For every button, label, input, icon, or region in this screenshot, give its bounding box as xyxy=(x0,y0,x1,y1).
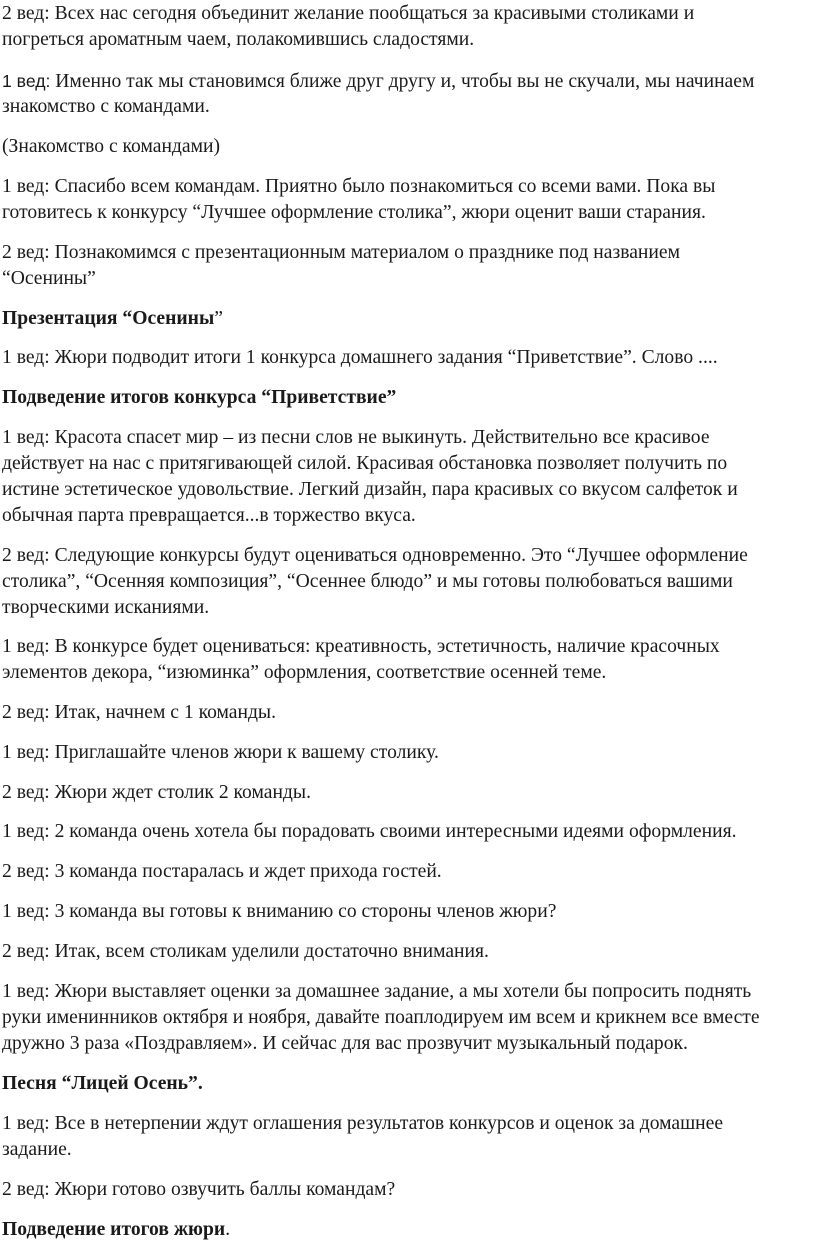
paragraph-line: 2 вед: Жюри ждет столик 2 команды. xyxy=(2,782,311,803)
paragraph-line: 1 вед: 2 команда очень хотела бы порадовать своими интересными идеями оформления. xyxy=(2,821,737,842)
heading-rest-text: . xyxy=(225,1219,231,1240)
section-heading xyxy=(2,306,223,332)
paragraph-line: истине эстетическое удовольствие. Легкий дизайн, пара красивых со вкусом салфеток и xyxy=(2,479,738,500)
heading-bold-text: Презентация “Осенины xyxy=(2,308,215,329)
paragraph-line: 2 вед: Итак, начнем с 1 команды. xyxy=(2,702,276,723)
paragraph-line: дружно 3 раза «Поздравляем». И сейчас для вас прозвучит музыкальный подарок. xyxy=(2,1033,688,1054)
paragraph-line: 2 вед: Жюри готово озвучить баллы командам? xyxy=(2,1179,396,1200)
paragraph-line: 1 вед: В конкурсе будет оцениваться: креативность, эстетичность, наличие красочных xyxy=(2,636,720,657)
speaker-prefix: 1 вед: xyxy=(2,71,51,91)
paragraph-line: обычная парта превращается...в торжество вкуса. xyxy=(2,505,416,526)
paragraph-text: Именно так мы становимся ближе друг другу и, чтобы вы не скучали, мы начинаем xyxy=(50,71,755,92)
paragraph-line: 2 вед: Итак, всем столикам уделили достаточно внимания. xyxy=(2,941,489,962)
paragraph-line: элементов декора, “изюминка” оформления, соответствие осенней теме. xyxy=(2,662,607,683)
paragraph-line: готовитесь к конкурсу “Лучшее оформление столика”, жюри оценит ваши старания. xyxy=(2,202,706,223)
paragraph-line: 2 вед: 3 команда постаралась и ждет прихода гостей. xyxy=(2,861,442,882)
paragraph-line: творческими исканиями. xyxy=(2,597,210,618)
heading-rest-text: ” xyxy=(214,308,223,329)
section-heading xyxy=(2,1217,230,1243)
section-heading: Подведение итогов конкурса “Приветствие” xyxy=(2,387,397,408)
paragraph-line: столика”, “Осенняя композиция”, “Осеннее блюдо” и мы готовы полюбоваться вашими xyxy=(2,571,733,592)
paragraph-line: 2 вед: Всех нас сегодня объединит желание пообщаться за красивыми столиками и xyxy=(2,3,695,24)
paragraph-line: 1 вед: Приглашайте членов жюри к вашему столику. xyxy=(2,742,439,763)
paragraph-line: 1 вед: Жюри выставляет оценки за домашнее задание, а мы хотели бы попросить поднять xyxy=(2,981,752,1002)
paragraph-line: задание. xyxy=(2,1139,72,1160)
paragraph-line: 1 вед: Жюри подводит итоги 1 конкурса домашнего задания “Приветствие”. Слово .... xyxy=(2,347,718,368)
section-heading: Песня “Лицей Осень”. xyxy=(2,1073,203,1094)
heading-bold-text: Подведение итогов жюри xyxy=(2,1219,226,1240)
paragraph-line: “Осенины” xyxy=(2,268,96,289)
paragraph-line: 1 вед: Все в нетерпении ждут оглашения результатов конкурсов и оценок за домашнее xyxy=(2,1113,724,1134)
paragraph-line: действует на нас с притягивающей силой. Красивая обстановка позволяет получить по xyxy=(2,453,728,474)
paragraph-line: погреться ароматным чаем, полакомившись сладостями. xyxy=(2,29,475,50)
paragraph-line: (Знакомство с командами) xyxy=(2,136,221,157)
paragraph-line: 1 вед: Спасибо всем командам. Приятно было познакомиться со всеми вами. Пока вы xyxy=(2,176,716,197)
paragraph-line: 2 вед: Следующие конкурсы будут оцениваться одновременно. Это “Лучшее оформление xyxy=(2,545,748,566)
paragraph-line: знакомство с командами. xyxy=(2,96,210,117)
paragraph-line xyxy=(2,68,754,95)
paragraph-line: 1 вед: Красота спасет мир – из песни слов не выкинуть. Действительно все красивое xyxy=(2,427,710,448)
paragraph-line: 2 вед: Познакомимся с презентационным материалом о празднике под названием xyxy=(2,242,680,263)
paragraph-line: 1 вед: 3 команда вы готовы к вниманию со стороны членов жюри? xyxy=(2,901,557,922)
paragraph-line: руки именинников октября и ноября, давайте поаплодируем им всем и крикнем все вместе xyxy=(2,1007,760,1028)
